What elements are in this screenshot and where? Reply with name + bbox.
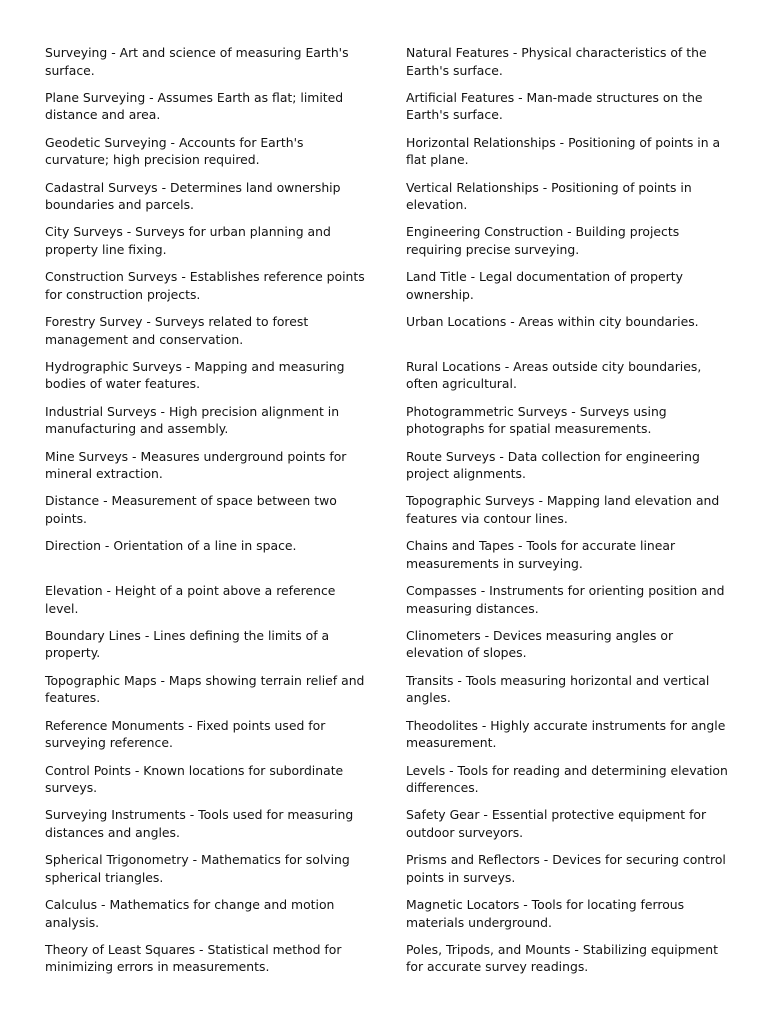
- glossary-entry: Geodetic Surveying - Accounts for Earth's curvature; high precision required.: [45, 134, 304, 168]
- glossary-entry: City Surveys - Surveys for urban planning and property line fixing.: [45, 224, 331, 257]
- glossary-entry: Safety Gear - Essential protective equipment for outdoor surveyors.: [406, 807, 707, 840]
- glossary-entry: Chains and Tapes - Tools for accurate linear measurements in surveying.: [406, 538, 676, 571]
- glossary-entry: Engineering Construction - Building projects requiring precise surveying.: [406, 224, 680, 257]
- glossary-entry: Rural Locations - Areas outside city boundaries, often agricultural.: [406, 358, 702, 392]
- glossary-entry: Construction Surveys - Establishes reference points for construction projects.: [45, 269, 365, 302]
- glossary-entry: Plane Surveying - Assumes Earth as flat; limited distance and area.: [45, 89, 344, 123]
- glossary-entry: Clinometers - Devices measuring angles or elevation of slopes.: [406, 627, 674, 661]
- glossary-entry: Direction - Orientation of a line in space.: [45, 538, 297, 554]
- glossary-entry: Prisms and Reflectors - Devices for securing control points in surveys.: [406, 852, 726, 885]
- glossary-entry: Land Title - Legal documentation of property ownership.: [406, 269, 683, 302]
- glossary-entry: Natural Features - Physical characteristics of the Earth's surface.: [406, 45, 707, 78]
- glossary-entry: Transits - Tools measuring horizontal and vertical angles.: [406, 672, 710, 706]
- glossary-entry: Elevation - Height of a point above a reference level.: [45, 583, 336, 616]
- glossary-entry: Topographic Maps - Maps showing terrain relief and features.: [45, 672, 365, 706]
- glossary-entry: Reference Monuments - Fixed points used for surveying reference.: [45, 717, 326, 751]
- glossary-entry: Forestry Survey - Surveys related to forest management and conservation.: [45, 314, 309, 347]
- glossary-entry: Spherical Trigonometry - Mathematics for solving spherical triangles.: [45, 852, 350, 885]
- glossary-entry: Surveying Instruments - Tools used for measuring distances and angles.: [45, 807, 354, 840]
- glossary-entry: Artificial Features - Man-made structures on the Earth's surface.: [406, 89, 703, 123]
- glossary-entry: Distance - Measurement of space between two points.: [45, 493, 337, 526]
- glossary-entry: Urban Locations - Areas within city boundaries.: [406, 314, 699, 330]
- glossary-entry: Levels - Tools for reading and determining elevation differences.: [406, 762, 728, 795]
- glossary-entry: Horizontal Relationships - Positioning of points in a flat plane.: [406, 134, 721, 168]
- left-column: [45, 44, 367, 986]
- glossary-entry: Hydrographic Surveys - Mapping and measuring bodies of water features.: [45, 358, 345, 392]
- glossary-entry: Topographic Surveys - Mapping land elevation and features via contour lines.: [406, 493, 720, 526]
- glossary-entry: Control Points - Known locations for subordinate surveys.: [45, 762, 344, 795]
- glossary-entry: Magnetic Locators - Tools for locating ferrous materials underground.: [406, 897, 685, 930]
- glossary-entry: Boundary Lines - Lines defining the limits of a property.: [45, 627, 330, 661]
- glossary-entry: Cadastral Surveys - Determines land ownership boundaries and parcels.: [45, 179, 341, 213]
- glossary-entry: Compasses - Instruments for orienting position and measuring distances.: [406, 583, 725, 616]
- glossary-entry: Theodolites - Highly accurate instruments for angle measurement.: [406, 717, 726, 751]
- glossary-entry: Photogrammetric Surveys - Surveys using photographs for spatial measurements.: [406, 403, 667, 437]
- glossary-entry: Theory of Least Squares - Statistical method for minimizing errors in measurements.: [45, 941, 342, 975]
- glossary-entry: Mine Surveys - Measures underground points for mineral extraction.: [45, 448, 347, 482]
- glossary-entry: Vertical Relationships - Positioning of points in elevation.: [406, 179, 692, 213]
- glossary-entry: Surveying - Art and science of measuring Earth's surface.: [45, 45, 349, 78]
- right-column: [406, 44, 728, 986]
- glossary-entry: Route Surveys - Data collection for engineering project alignments.: [406, 448, 700, 482]
- glossary-entry: Industrial Surveys - High precision alignment in manufacturing and assembly.: [45, 403, 340, 437]
- glossary-entry: Poles, Tripods, and Mounts - Stabilizing equipment for accurate survey readings.: [406, 941, 718, 975]
- glossary-entry: Calculus - Mathematics for change and motion analysis.: [45, 897, 335, 930]
